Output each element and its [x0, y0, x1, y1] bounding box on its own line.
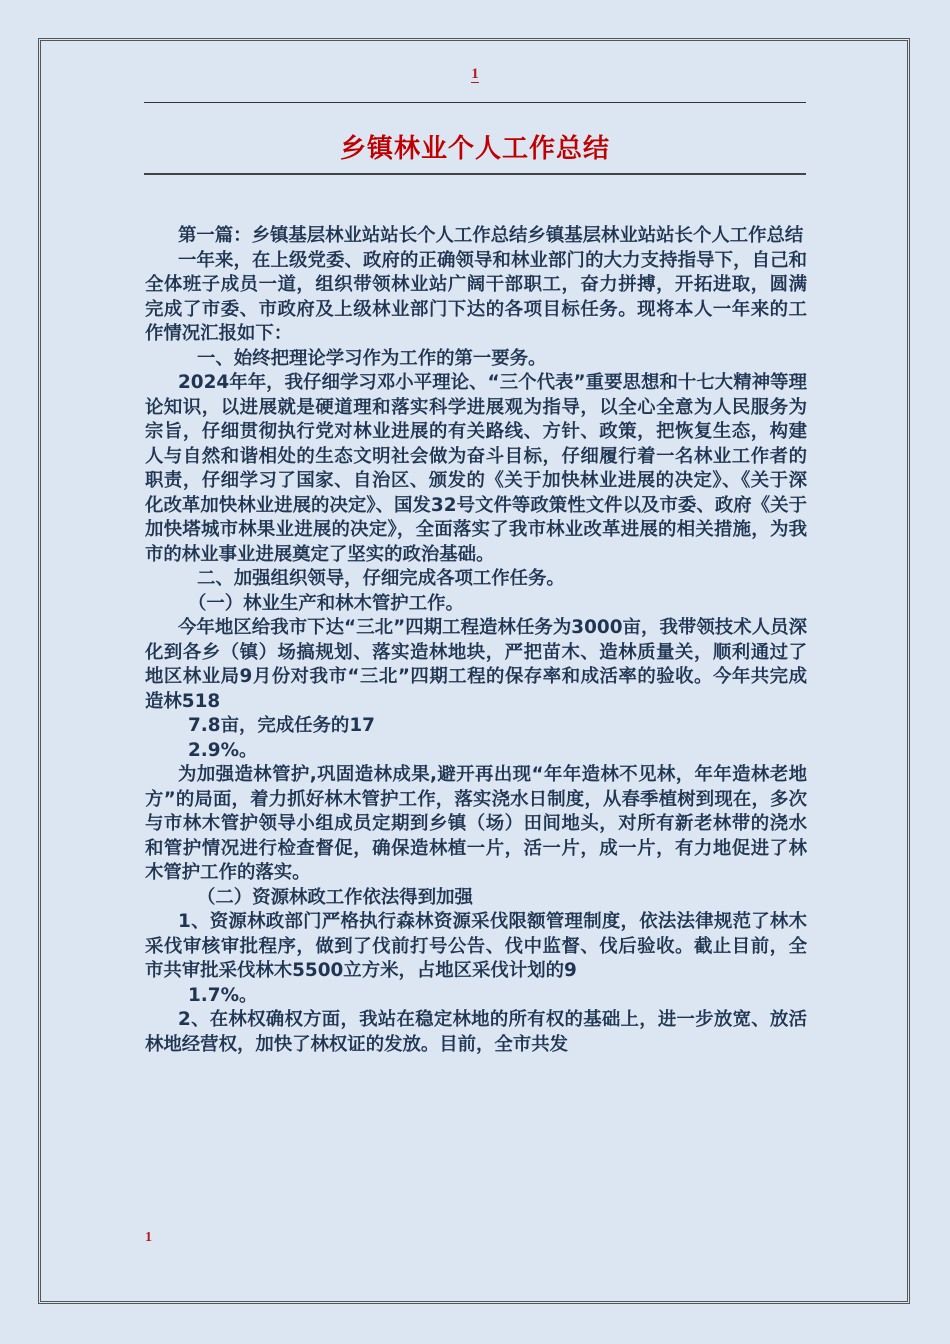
paragraph: 第一篇：乡镇基层林业站站长个人工作总结乡镇基层林业站站长个人工作总结 — [178, 225, 804, 246]
subsection-heading: （二）资源林政工作依法得到加强 — [197, 886, 473, 908]
paragraph: 7.8亩，完成任务的17 — [188, 715, 375, 736]
paragraph: 为加强造林管护,巩固造林成果,避开再出现“年年造林不见林，年年造林老地方”的局面，着力抓好林木管护工作，落实浇水日制度，从春季植树到现在，多次与市林木管护领导小组成员定期到乡镇（场）田间地头，对所有新老林带的浇水和管护情况进行检查督促，确保造林植一片，活一片，成一片，有力地促进了林木管护工作的落实。 — [145, 764, 807, 883]
footer-page-number: 1 — [145, 1230, 152, 1245]
document-title: 乡镇林业个人工作总结 — [339, 134, 610, 164]
section-heading: 一、始终把理论学习作为工作的第一要务。 — [197, 347, 547, 369]
paragraph: 2024年年，我仔细学习邓小平理论、“三个代表”重要思想和十七大精神等理论知识，以进展就是硬道理和落实科学进展观为指导，以全心全意为人民服务为宗旨，仔细贯彻执行党对林业进展的有关路线、方针、政策，把恢复生态，构建人与自然和谐相处的生态文明社会做为奋斗目标，仔细履行着一名林业工作者的职责，仔细学习了国家、自治区、颁发的《关于加快林业进展的决定》、《关于深化改革加快林业进展的决定》、国发32号文件等政策性文件以及市委、政府《关于加快塔城市林果业进展的决定》，全面落实了我市林业改革进展的相关措施，为我市的林业事业进展奠定了坚实的政治基础。 — [145, 372, 807, 565]
paragraph: 今年地区给我市下达“三北”四期工程造林任务为3000亩，我带领技术人员深化到各乡（镇）场搞规划、落实造林地块，严把苗木、造林质量关，顺利通过了地区林业局9月份对我市“三北”四期工程的保存率和成活率的验收。今年共完成造林518 — [145, 617, 807, 712]
paragraph: 一年来，在上级党委、政府的正确领导和林业部门的大力支持指导下，自己和全体班子成员一道，组织带领林业站广阔干部职工，奋力拼搏，开拓进取，圆满完成了市委、市政府及上级林业部门下达的各项目标任务。现将本人一年来的工作情况汇报如下： — [145, 249, 807, 344]
paragraph: 1.7%。 — [188, 984, 258, 1006]
subsection-heading: （一）林业生产和林木管护工作。 — [188, 592, 464, 614]
paragraph: 2、在林权确权方面，我站在稳定林地的所有权的基础上，进一步放宽、放活林地经营权，加快了林权证的发放。目前，全市共发 — [145, 1009, 807, 1055]
header-rule — [144, 102, 806, 103]
header-page-number: 1 — [471, 66, 479, 82]
paragraph: 1、资源林政部门严格执行森林资源采伐限额管理制度，依法法律规范了林木采伐审核审批程序，做到了伐前打号公告、伐中监督、伐后验收。截止目前，全市共审批采伐林木5500立方米，占地区采伐计划的9 — [145, 911, 807, 981]
document-body — [145, 224, 807, 1057]
section-heading: 二、加强组织领导，仔细完成各项工作任务。 — [197, 568, 565, 589]
title-rule — [144, 173, 806, 175]
paragraph: 2.9%。 — [188, 739, 258, 761]
